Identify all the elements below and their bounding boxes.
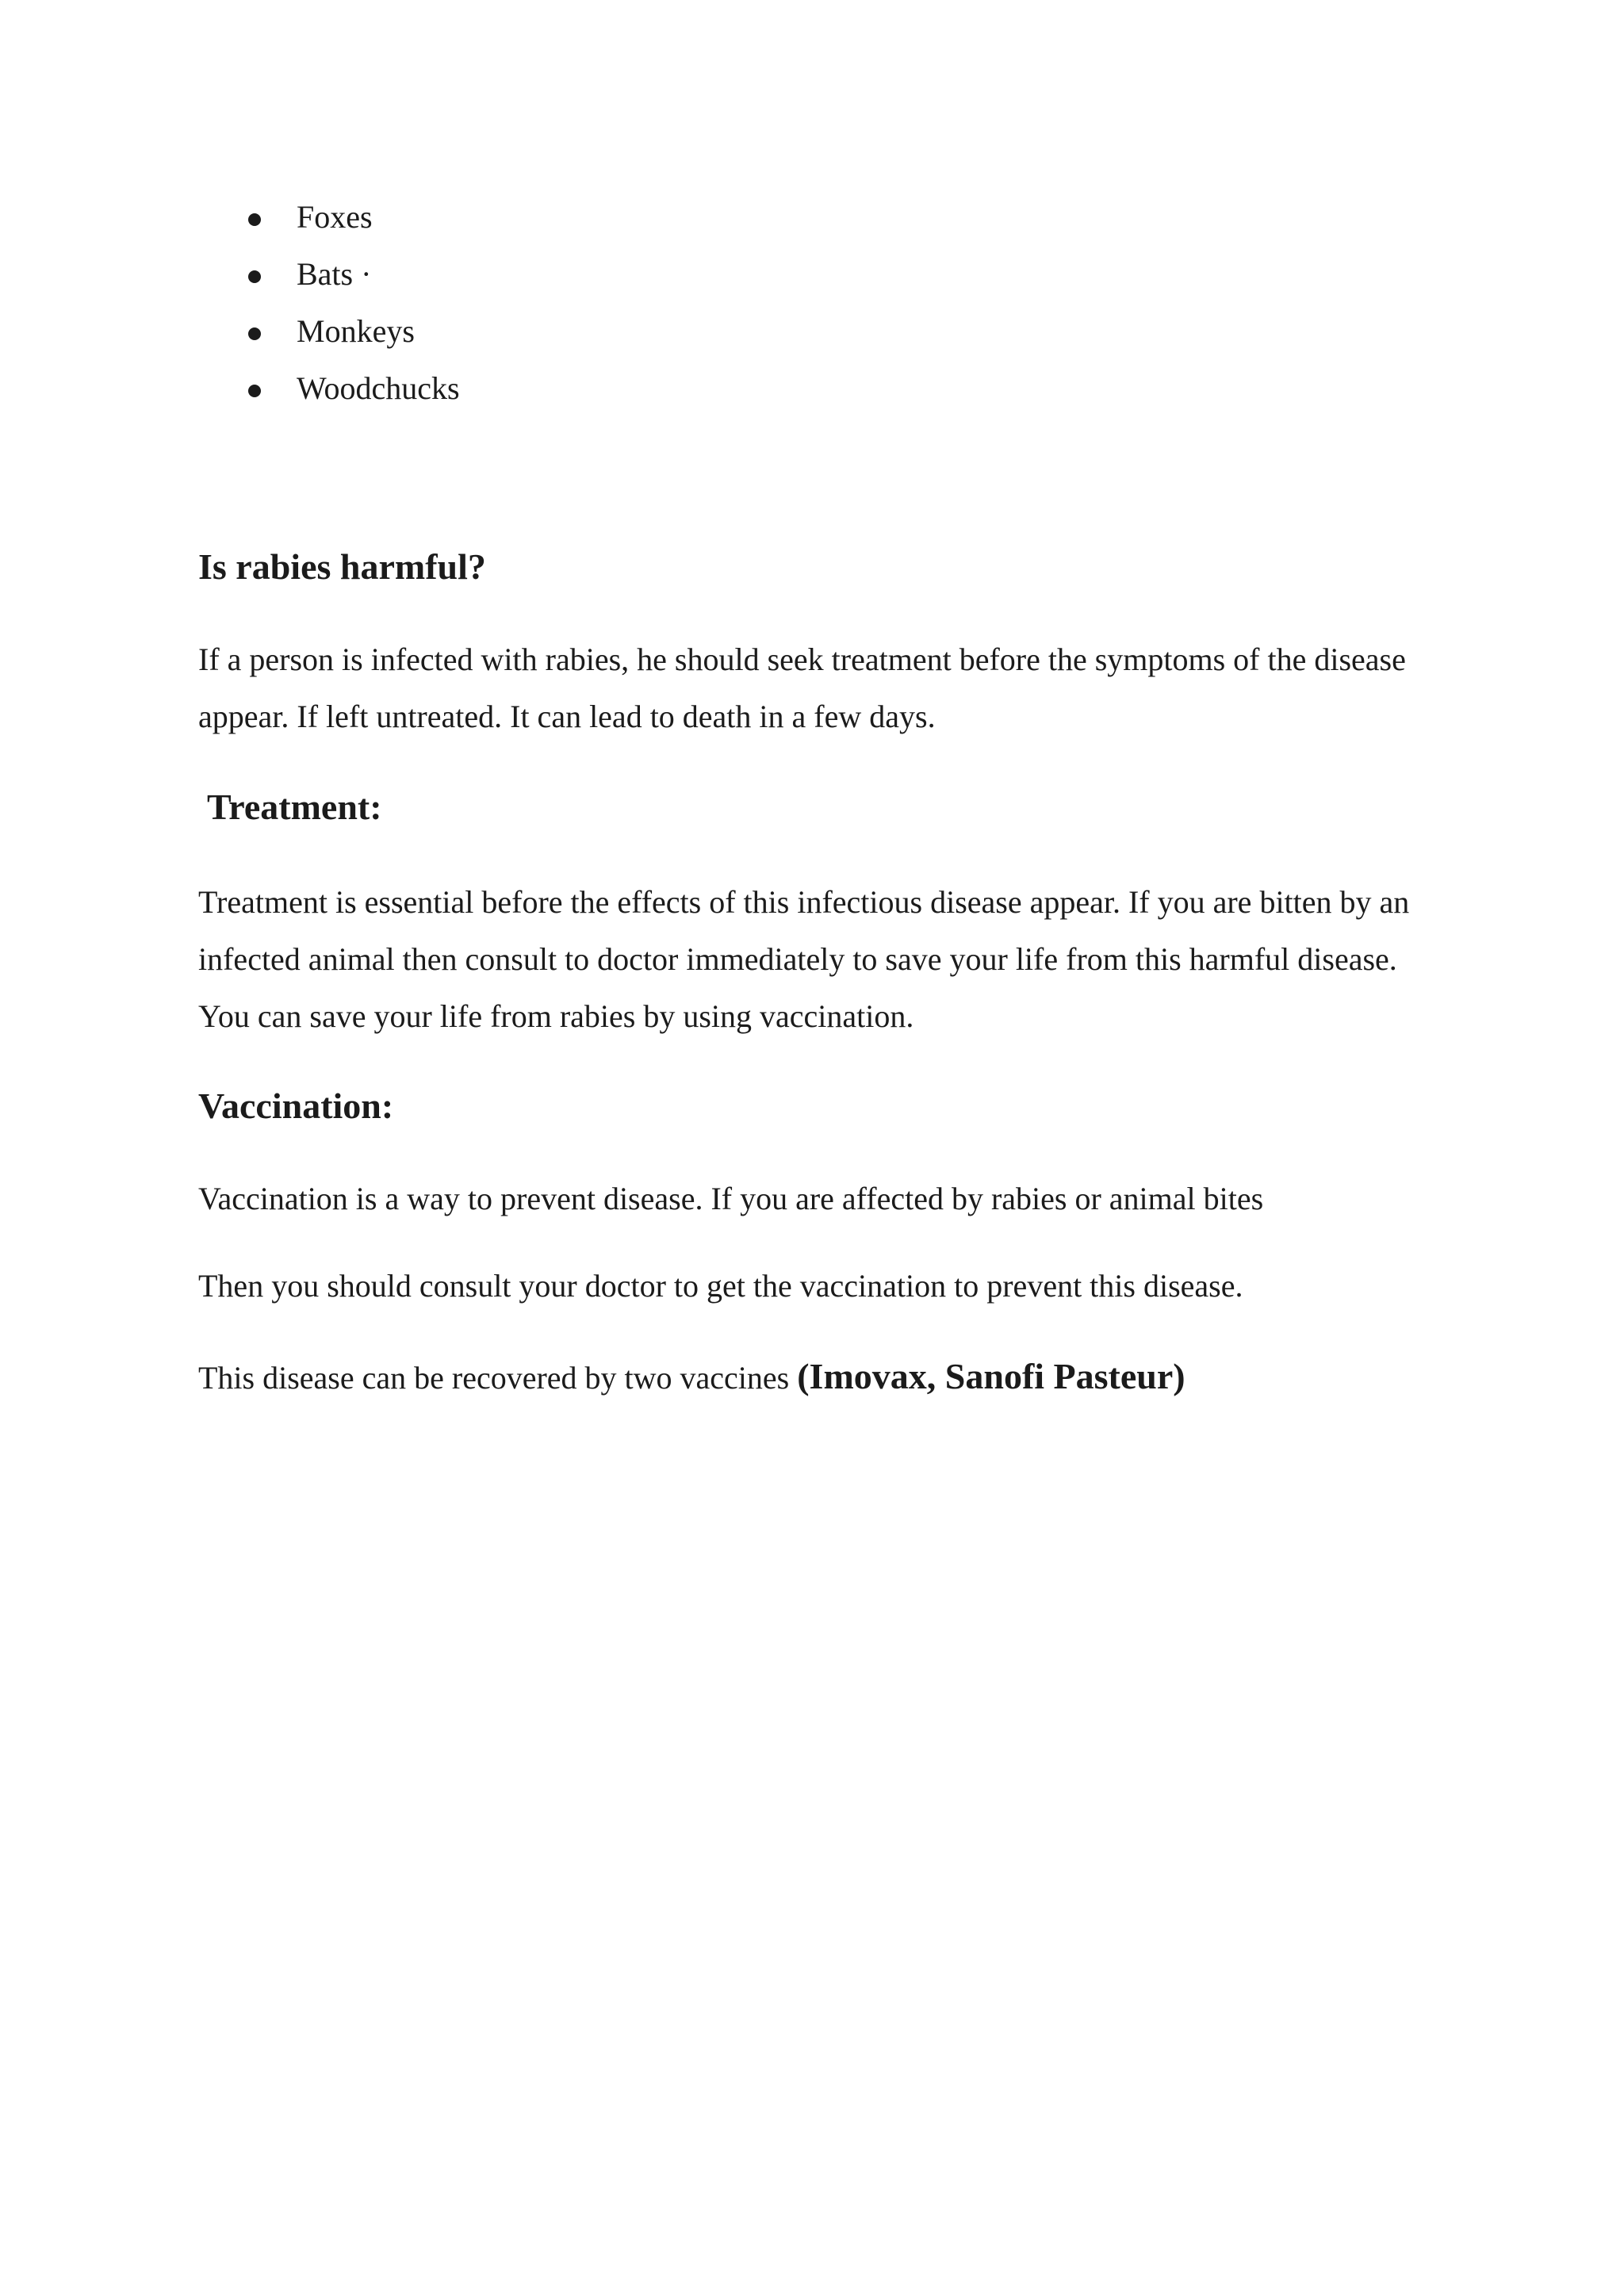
treatment-paragraph: Treatment is essential before the effects of this infectious disease appear. If you are bitten by an infected animal then consult to doctor immediately to save your life from this harmful disease. You can save your life from rabies by using vaccination. bbox=[198, 884, 1410, 1034]
vaccination-line-3 bbox=[198, 1353, 1435, 1402]
list-item bbox=[243, 251, 460, 308]
bullet-icon bbox=[248, 385, 261, 397]
vaccination-line-2: Then you should consult your doctor to get the vaccination to prevent this disease. bbox=[198, 1268, 1243, 1304]
harmful-paragraph: If a person is infected with rabies, he should seek treatment before the symptoms of the disease appear. If left untreated. It can lead to death in a few days. bbox=[198, 641, 1406, 734]
bullet-icon bbox=[248, 327, 261, 340]
vaccination-line-3-text: This disease can be recovered by two vaccines bbox=[198, 1360, 790, 1396]
list-item-text: Foxes bbox=[297, 199, 373, 235]
vaccine-names: (Imovax, Sanofi Pasteur) bbox=[797, 1356, 1185, 1396]
list-item bbox=[243, 308, 460, 366]
list-item-text: Bats · bbox=[297, 256, 372, 292]
list-item bbox=[243, 366, 460, 423]
animal-list bbox=[243, 194, 460, 423]
vaccination-heading: Vaccination: bbox=[198, 1086, 394, 1126]
list-item-text: Woodchucks bbox=[297, 370, 460, 406]
treatment-heading: Treatment: bbox=[207, 787, 382, 827]
harmful-heading: Is rabies harmful? bbox=[198, 546, 486, 587]
list-item-text: Monkeys bbox=[297, 313, 415, 349]
list-item bbox=[243, 194, 460, 251]
bullet-icon bbox=[248, 213, 261, 226]
vaccination-line-1: Vaccination is a way to prevent disease. If you are affected by rabies or animal bites bbox=[198, 1181, 1264, 1216]
bullet-icon bbox=[248, 270, 261, 283]
